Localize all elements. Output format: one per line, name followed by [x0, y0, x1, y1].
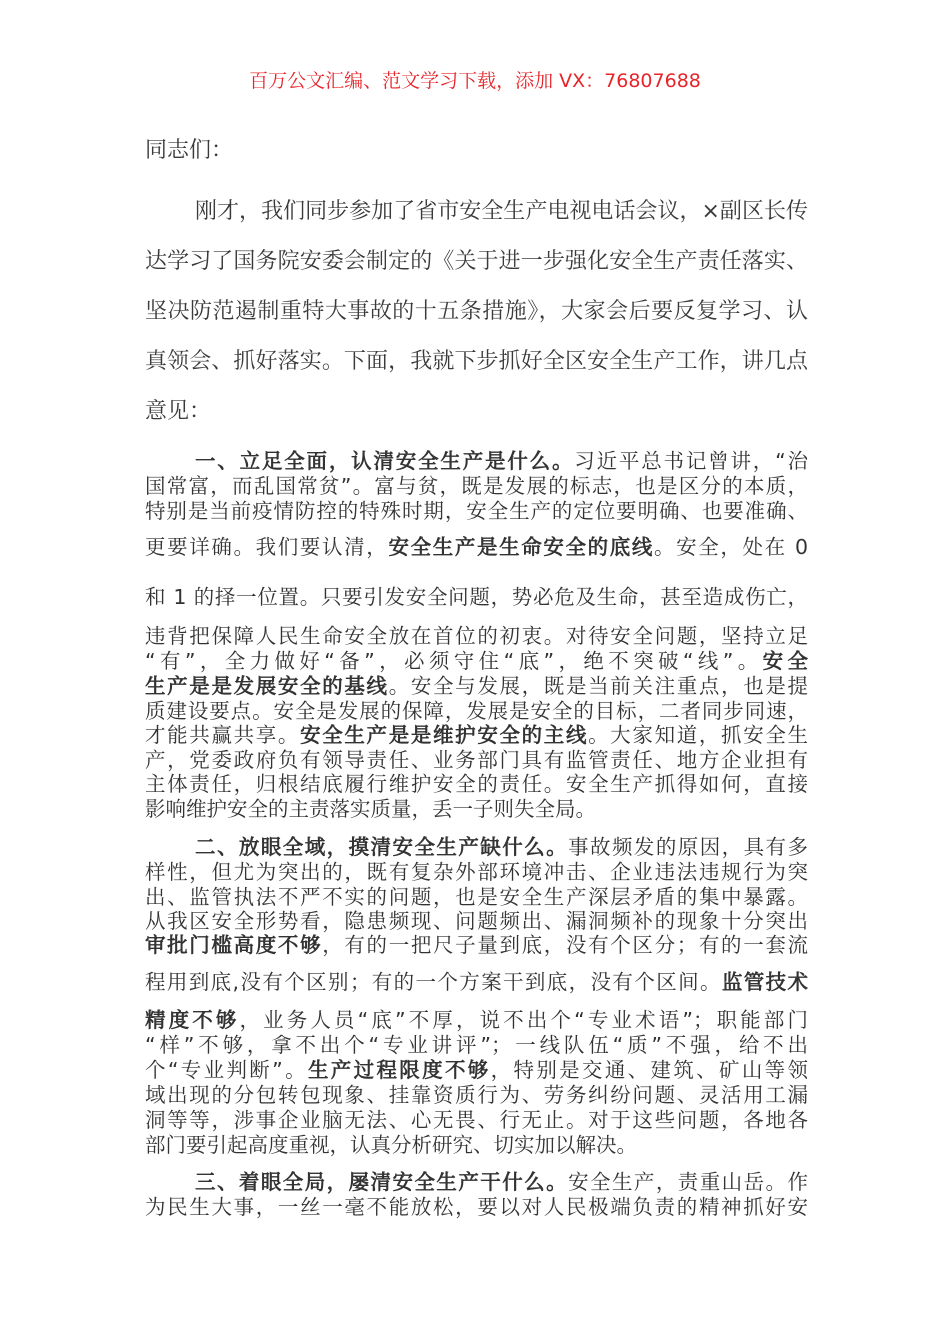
text: 违背把保障人民生命安全放在首位的初衷。对待安全问题，坚持立足: [145, 624, 808, 648]
bold-text: 生产过程限度不够: [307, 1058, 491, 1082]
text-line: [145, 834, 808, 860]
text: 洞等等，涉事企业脑无法、心无畏、行无止。对于这些问题，各地各: [145, 1108, 808, 1132]
text: 个“专业判断”。: [145, 1058, 308, 1082]
text: 达学习了国务院安委会制定的《关于进一步强化安全生产责任落实、: [145, 249, 808, 274]
text-line: [145, 698, 808, 724]
text-line: [145, 1194, 808, 1220]
text: 国常富，而乱国常贫”。富与贫，既是发展的标志，也是区分的本质，: [145, 474, 808, 498]
bold-text: 安全生产是生命安全的底线: [388, 535, 655, 559]
text-line: [145, 623, 808, 649]
bold-text: 一、立足全面，认清安全生产是什么。: [195, 449, 575, 473]
text-line: [145, 673, 808, 699]
text: 。安全，处在 0: [654, 535, 809, 559]
text-line: [145, 1132, 808, 1158]
text-line: [145, 859, 808, 885]
text: 事故频发的原因，具有多: [568, 835, 809, 859]
text-line: [145, 1007, 808, 1033]
text: ，有的一把尺子量到底，没有个区分；有的一套流: [322, 933, 809, 957]
bold-text: 安全生产是是维护安全的主线: [300, 723, 589, 747]
text: 。大家知道，抓安全生: [588, 723, 809, 747]
text: “样”不够，拿不出个“专业讲评”；一线队伍“质”不强，给不出: [145, 1033, 808, 1057]
bold-text: 安全: [762, 649, 809, 673]
text: 部门要引起高度重视，认真分析研究、切实加以解决。: [145, 1133, 637, 1157]
text: 为民生大事，一丝一毫不能放松，要以对人民极端负责的精神抓好安: [145, 1195, 808, 1219]
text: 同志们：: [145, 138, 234, 163]
text-line: [145, 796, 808, 822]
text-line: [145, 534, 808, 560]
text: 更要详确。我们要认清，: [145, 535, 389, 559]
bold-text: 监管技术: [721, 970, 809, 994]
text-line: [145, 1107, 808, 1133]
text-line: [145, 969, 808, 995]
text-line: [145, 1082, 808, 1108]
text-line: [145, 473, 808, 499]
text-line: [145, 932, 808, 958]
text-line: [145, 1169, 808, 1195]
text: 程用到底,没有个区别；有的一个方案干到底，没有个区间。: [145, 970, 722, 994]
text: 习近平总书记曾讲，“治: [574, 449, 809, 473]
text: 特别是当前疫情防控的特殊时期，安全生产的定位要明确、也要准确、: [145, 499, 808, 523]
watermark-header: 百万公文汇编、范文学习下载，添加 VX：76807688: [249, 70, 701, 92]
text: 刚才，我们同步参加了省市安全生产电视电话会议，×副区长传: [195, 199, 808, 224]
text-line: [145, 498, 808, 524]
text: 意见：: [145, 399, 212, 424]
text: ，业务人员“底”不厚，说不出个“专业术语”；职能部门: [239, 1008, 809, 1032]
text-line: [145, 138, 808, 164]
text-line: [145, 1057, 808, 1083]
text: 样性，但尤为突出的，既有复杂外部环境冲击、企业违法违规行为突: [145, 860, 808, 884]
text-line: [145, 908, 808, 934]
text-line: [145, 771, 808, 797]
text: 。安全与发展，既是当前关注重点，也是提: [388, 674, 809, 698]
text-line: [145, 722, 808, 748]
text: 产，党委政府负有领导责任、业务部门具有监管责任、地方企业担有: [145, 748, 808, 772]
text-line: [145, 349, 808, 375]
bold-text: 审批门槛高度不够: [145, 933, 323, 957]
text-line: [145, 299, 808, 325]
text: 主体责任，归根结底履行维护安全的责任。安全生产抓得如何，直接: [145, 772, 808, 796]
bold-text: 精度不够: [145, 1008, 240, 1032]
text-line: [145, 747, 808, 773]
text: 坚决防范遏制重特大事故的十五条措施》，大家会后要反复学习、认: [145, 299, 808, 324]
text: 影响维护安全的主责落实质量，丢一子则失全局。: [145, 797, 596, 821]
text: 出、监管执法不严不实的问题，也是安全生产深层矛盾的集中暴露。: [145, 885, 808, 909]
text-line: [145, 884, 808, 910]
bold-text: 生产是是发展安全的基线: [145, 674, 389, 698]
text-line: [145, 249, 808, 275]
text: 真领会、抓好落实。下面，我就下步抓好全区安全生产工作，讲几点: [145, 349, 808, 374]
text: 安全生产，责重山岳。作: [568, 1170, 809, 1194]
text: 质建设要点。安全是发展的保障，发展是安全的目标，二者同步同速，: [145, 699, 808, 723]
text-line: [145, 1032, 808, 1058]
text: 才能共赢共享。: [145, 723, 301, 747]
text-line: [145, 399, 808, 425]
text-line: [145, 448, 808, 474]
text-line: [145, 584, 808, 610]
bold-text: 二、放眼全域，摸清安全生产缺什么。: [195, 835, 569, 859]
text-line: [145, 199, 808, 225]
bold-text: 三、着眼全局，屡清安全生产干什么。: [195, 1170, 569, 1194]
text: 和 1 的择一位置。只要引发安全问题，势必危及生命，甚至造成伤亡，: [145, 585, 808, 609]
text: 从我区安全形势看，隐患频现、问题频出、漏洞频补的现象十分突出: [145, 909, 808, 933]
text-line: [145, 648, 808, 674]
text: 域出现的分包转包现象、挂靠资质行为、劳务纠纷问题、灵活用工漏: [145, 1083, 808, 1107]
text: “有”，全力做好“备”，必须守住“底”，绝不突破“线”。: [145, 649, 763, 673]
text: ，特别是交通、建筑、矿山等领: [490, 1058, 809, 1082]
